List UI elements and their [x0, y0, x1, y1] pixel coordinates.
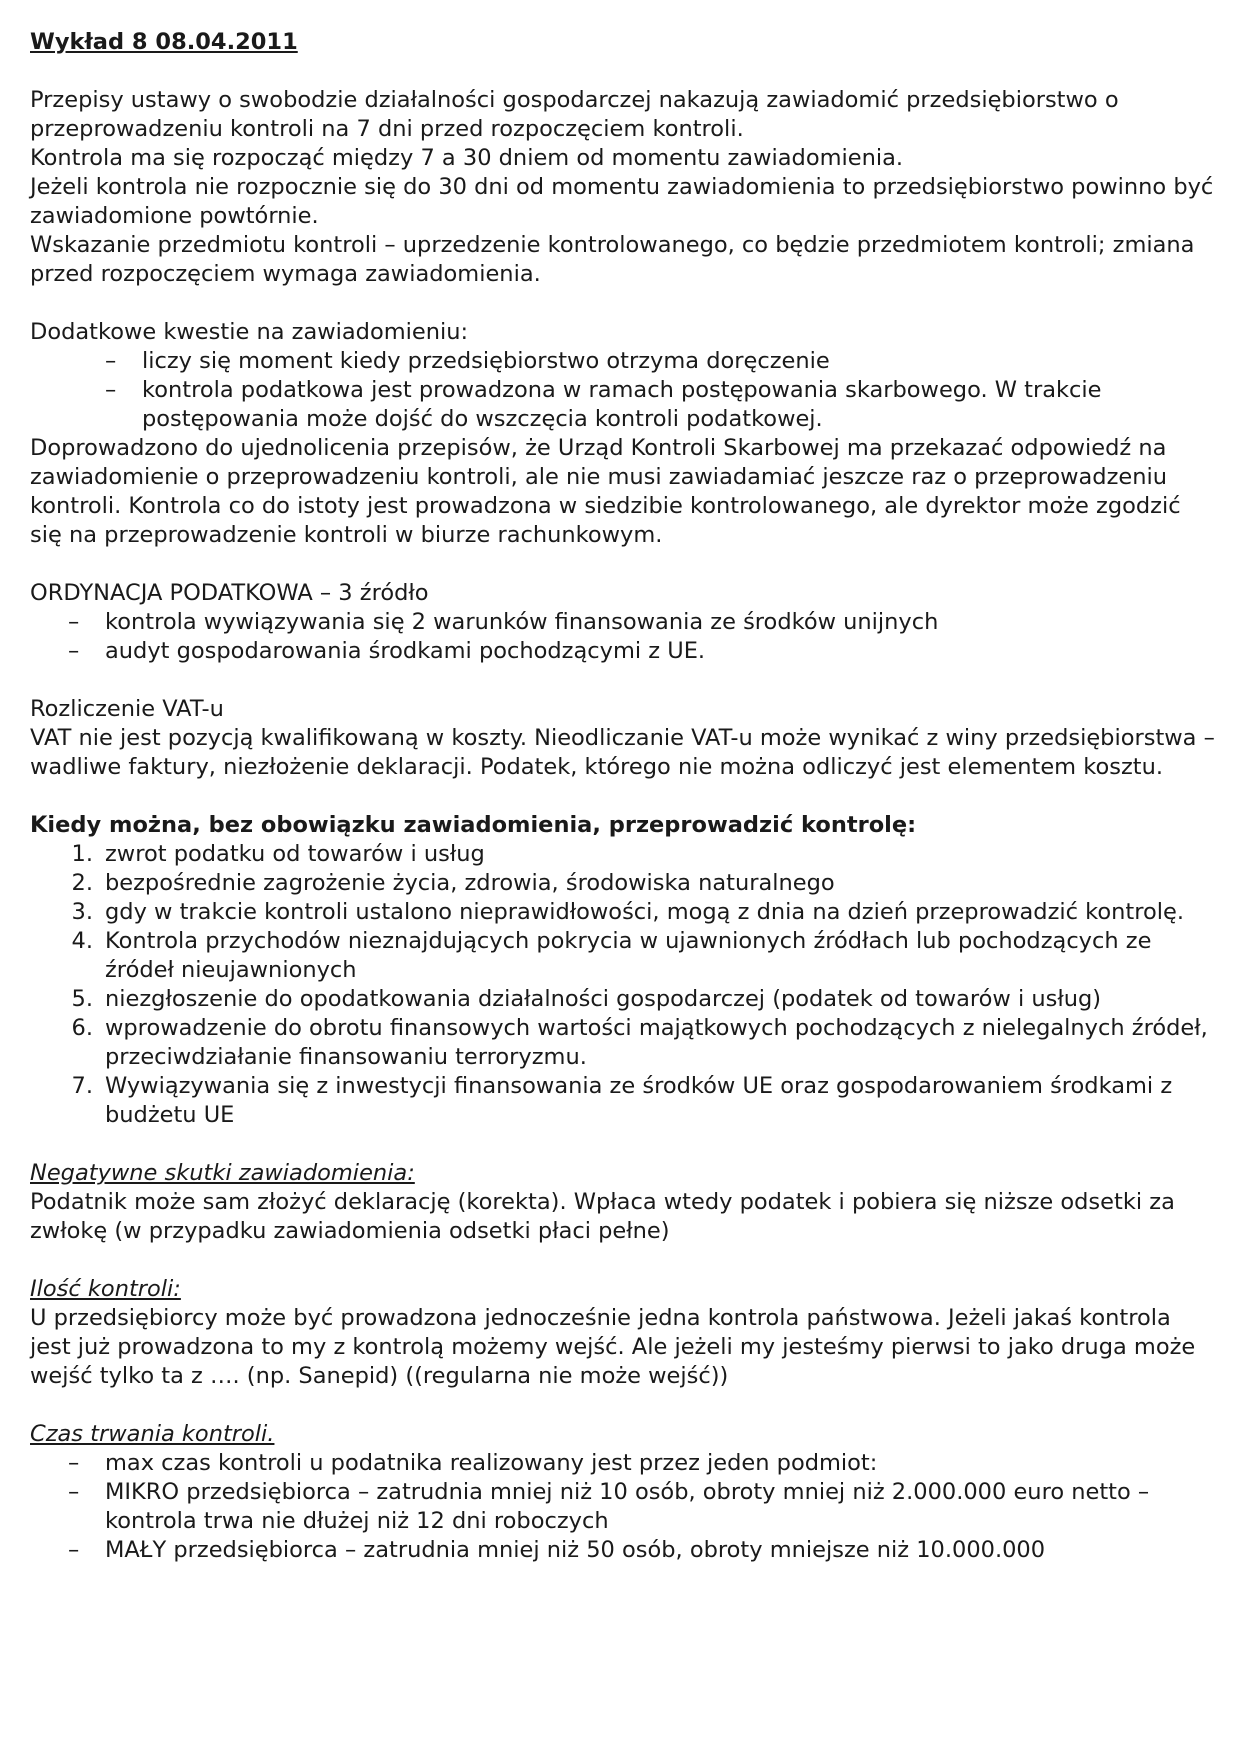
- ordynacja-heading: ORDYNACJA PODATKOWA – 3 źródło: [30, 580, 429, 606]
- list-item: – kontrola podatkowa jest prowadzona w ramach postępowania skarbowego. W trakcie postępowania może dojść do wszczęcia kontroli podatkowej.: [105, 377, 1102, 432]
- list-item: – audyt gospodarowania środkami pochodzącymi z UE.: [68, 638, 706, 664]
- list-item: 3. gdy w trakcie kontroli ustalono nieprawidłowości, mogą z dnia na dzień przeprowadzić kontrolę.: [71, 899, 1185, 925]
- lecture-title: Wykład 8 08.04.2011: [30, 29, 298, 55]
- dash-marker: –: [68, 609, 80, 635]
- list-item: 7. Wywiązywania się z inwestycji finansowania ze środków UE oraz gospodarowaniem środkami z budżetu UE: [71, 1073, 1173, 1128]
- duration-list: [30, 1449, 1215, 1565]
- list-item: 1. zwrot podatku od towarów i usług: [71, 841, 485, 867]
- dash-marker: –: [105, 377, 117, 403]
- document-page: [30, 28, 1215, 1565]
- dash-marker: –: [68, 1537, 80, 1563]
- duration-heading: Czas trwania kontroli.: [30, 1421, 275, 1447]
- list-item: 4. Kontrola przychodów nieznajdujących pokrycia w ujawnionych źródłach lub pochodzących ze źródeł nieujawnionych: [71, 928, 1152, 983]
- list-item: – max czas kontroli u podatnika realizowany jest przez jeden podmiot:: [68, 1450, 878, 1476]
- list-item: – liczy się moment kiedy przedsiębiorstwo otrzyma doręczenie: [105, 348, 830, 374]
- negative-paragraph: Podatnik może sam złożyć deklarację (korekta). Wpłaca wtedy podatek i pobiera się niższe odsetki za zwłokę (w przypadku zawiadomienia odsetki płaci pełne): [30, 1189, 1175, 1244]
- dash-marker: –: [105, 348, 117, 374]
- when-heading: Kiedy można, bez obowiązku zawiadomienia, przeprowadzić kontrolę:: [30, 812, 917, 838]
- additional-list: [30, 347, 1215, 434]
- list-item: – MAŁY przedsiębiorca – zatrudnia mniej niż 50 osób, obroty mniejsze niż 10.000.000: [68, 1537, 1046, 1563]
- list-item: 2. bezpośrednie zagrożenie życia, zdrowia, środowiska naturalnego: [71, 870, 835, 896]
- count-heading: Ilość kontroli:: [30, 1276, 181, 1302]
- vat-heading: Rozliczenie VAT-u: [30, 696, 224, 722]
- intro-paragraph-1: Przepisy ustawy o swobodzie działalności gospodarczej nakazują zawiadomić przedsiębiorstwo o przeprowadzeniu kontroli na 7 dni przed rozpoczęciem kontroli.: [30, 87, 1119, 142]
- intro-paragraph-3: Jeżeli kontrola nie rozpocznie się do 30 dni od momentu zawiadomienia to przedsiębiorstwo powinno być zawiadomione powtórnie.: [30, 174, 1214, 229]
- list-item: – kontrola wywiązywania się 2 warunków finansowania ze środków unijnych: [68, 609, 939, 635]
- additional-paragraph: Doprowadzono do ujednolicenia przepisów, że Urząd Kontroli Skarbowej ma przekazać odpowiedź na zawiadomienie o przeprowadzeniu kontroli, ale nie musi zawiadamiać jeszcze raz o przeprowadzeniu kontroli. Kontrola co do istoty jest prowadzona w siedzibie kontrolowanego, ale dyrektor może zgodzić się na przeprowadzenie kontroli w biurze rachunkowym.: [30, 435, 1181, 548]
- dash-marker: –: [68, 1450, 80, 1476]
- intro-paragraph-2: Kontrola ma się rozpocząć między 7 a 30 dniem od momentu zawiadomienia.: [30, 145, 904, 171]
- when-list: [30, 840, 1215, 1130]
- additional-heading: Dodatkowe kwestie na zawiadomieniu:: [30, 319, 469, 345]
- vat-paragraph: VAT nie jest pozycją kwalifikowaną w koszty. Nieodliczanie VAT-u może wynikać z winy przedsiębiorstwa – wadliwe faktury, niezłożenie deklaracji. Podatek, którego nie można odliczyć jest elementem kosztu.: [30, 725, 1215, 780]
- dash-marker: –: [68, 1479, 80, 1505]
- list-item: – MIKRO przedsiębiorca – zatrudnia mniej niż 10 osób, obroty mniej niż 2.000.000 euro netto – kontrola trwa nie dłużej niż 12 dni roboczych: [68, 1479, 1150, 1534]
- list-item: 5. niezgłoszenie do opodatkowania działalności gospodarczej (podatek od towarów i usług): [71, 986, 1102, 1012]
- negative-heading: Negatywne skutki zawiadomienia:: [30, 1160, 415, 1186]
- count-paragraph: U przedsiębiorcy może być prowadzona jednocześnie jedna kontrola państwowa. Jeżeli jakaś kontrola jest już prowadzona to my z kontrolą możemy wejść. Ale jeżeli my jesteśmy pierwsi to jako druga może wejść tylko ta z …. (np. Sanepid) ((regularna nie może wejść)): [30, 1305, 1196, 1389]
- ordynacja-list: [30, 608, 1215, 666]
- intro-paragraph-4: Wskazanie przedmiotu kontroli – uprzedzenie kontrolowanego, co będzie przedmiotem kontroli; zmiana przed rozpoczęciem wymaga zawiadomienia.: [30, 232, 1195, 287]
- dash-marker: –: [68, 638, 80, 664]
- list-item: 6. wprowadzenie do obrotu finansowych wartości majątkowych pochodzących z nielegalnych źródeł, przeciwdziałanie finansowaniu terroryzmu.: [71, 1015, 1208, 1070]
